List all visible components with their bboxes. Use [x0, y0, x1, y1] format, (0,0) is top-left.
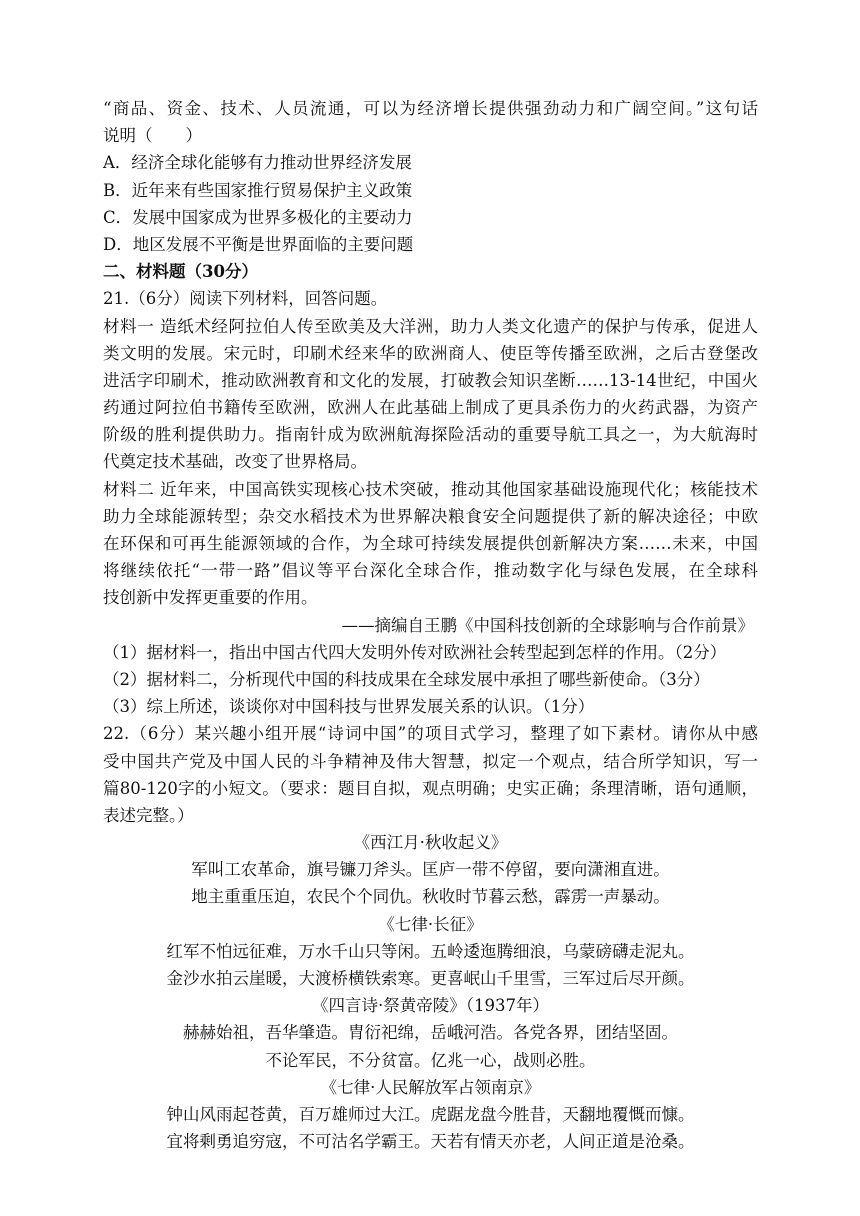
material-one-line: 类文明的发展。宋元时，印刷术经来华的欧洲商人、使臣等传播至欧洲，之后古登堡改: [103, 343, 758, 363]
question-22-intro-line: 篇80-120字的小短文。（要求：题目自拟，观点明确；史实正确；条理清晰，语句通顺，: [103, 778, 758, 798]
question-stem-line: 说明（ ）: [103, 126, 202, 146]
poem-title: 《七律·人民解放军占领南京》: [320, 1077, 541, 1097]
question-21-header: 21.（6分）阅读下列材料，回答问题。: [103, 289, 388, 309]
poem-xijiangyue: [103, 829, 758, 911]
answer-options: [103, 149, 758, 258]
poem-line: 地主重重压迫，农民个个同仇。秋收时节暮云愁，霹雳一声暴动。: [191, 887, 670, 907]
material-two-line: 技创新中发挥更重要的作用。: [103, 588, 318, 608]
material-two-line: 在环保和可再生能源领域的合作，为全球可持续发展提供创新解决方案……未来，中国: [103, 534, 758, 553]
material-two-line: 将继续依托“一带一路”倡议等平台深化全球合作，推动数字化与绿色发展，在全球科: [103, 561, 758, 581]
poem-title: 《四言诗·祭黄帝陵》（1937年）: [312, 996, 549, 1016]
poem-changzheng: [103, 911, 758, 993]
poem-line: 军叫工农革命，旗号镰刀斧头。匡庐一带不停留，要向潇湘直进。: [191, 860, 670, 880]
option-d: D．地区发展不平衡是世界面临的主要问题: [103, 234, 414, 254]
poem-huangdiling: [103, 992, 758, 1074]
question-22-intro-line: 22.（6分）某兴趣小组开展“诗词中国”的项目式学习，整理了如下素材。请你从中感: [103, 724, 758, 744]
material-one-line: 代奠定技术基础，改变了世界格局。: [103, 452, 367, 472]
material-source: ——摘编自王鹏《中国科技创新的全球影响与合作前景》: [341, 615, 754, 635]
material-one-line: 阶级的胜利提供助力。指南针成为欧洲航海探险活动的重要导航工具之一，为大航海时: [103, 425, 758, 445]
question-21: [103, 285, 758, 720]
option-b: B．近年来有些国家推行贸易保护主义政策: [103, 180, 413, 200]
subquestion-1: （1）据材料一，指出中国古代四大发明外传对欧洲社会转型起到怎样的作用。（2分）: [103, 642, 727, 662]
poem-nanjing: [103, 1074, 758, 1156]
poem-line: 红军不怕远征难，万水千山只等闲。五岭逶迤腾细浪，乌蒙磅礴走泥丸。: [166, 941, 695, 961]
poem-line: 金沙水拍云崖暖，大渡桥横铁索寒。更喜岷山千里雪，三军过后尽开颜。: [166, 969, 695, 988]
question-stem-line: “商品、资金、技术、人员流通，可以为经济增长提供强劲动力和广阔空间。”这句话: [103, 99, 758, 118]
poem-line: 钟山风雨起苍黄，百万雄师过大江。虎踞龙盘今胜昔，天翻地覆慨而慷。: [166, 1104, 695, 1124]
poem-title: 《西江月·秋收起义》: [353, 833, 508, 853]
material-two-line: 助力全球能源转型；杂交水稻技术为世界解决粮食安全问题提供了新的解决途径；中欧: [103, 506, 758, 526]
poem-line: 宜将剩勇追穷寇，不可沽名学霸王。天若有情天亦老，人间正道是沧桑。: [166, 1132, 695, 1152]
subquestion-2: （2）据材料二，分析现代中国的科技成果在全球发展中承担了哪些新使命。（3分）: [103, 669, 710, 689]
material-two-line: 材料二 近年来，中国高铁实现核心技术突破，推动其他国家基础设施现代化；核能技术: [103, 479, 758, 499]
subquestion-3: （3）综上所述，谈谈你对中国科技与世界发展关系的认识。（1分）: [103, 697, 595, 717]
material-two: [103, 476, 758, 612]
poem-line: 不论军民，不分贫富。亿兆一心，战则必胜。: [265, 1050, 596, 1070]
material-one: [103, 313, 758, 476]
question-stem: [103, 95, 758, 149]
poem-line: 赫赫始祖，吾华肇造。胄衍祀绵，岳峨河浩。各党各界，团结坚固。: [183, 1023, 678, 1043]
question-22-intro-line: 受中国共产党及中国人民的斗争精神及伟大智慧，拟定一个观点，结合所学知识，写一: [103, 751, 758, 771]
question-22-intro-line: 表述完整。）: [103, 805, 194, 825]
material-one-line: 药通过阿拉伯书籍传至欧洲，欧洲人在此基础上制成了更具杀伤力的火药武器，为资产: [103, 398, 758, 418]
material-one-line: 进活字印刷术，推动欧洲教育和文化的发展，打破教会知识垄断……13-14世纪，中国火: [103, 370, 758, 390]
option-c: C．发展中国家成为世界多极化的主要动力: [103, 207, 413, 227]
option-a: A．经济全球化能够有力推动世界经济发展: [103, 153, 412, 173]
material-one-line: 材料一 造纸术经阿拉伯人传至欧美及大洋洲，助力人类文化遗产的保护与传承，促进人: [103, 316, 758, 336]
question-22: [103, 720, 758, 1155]
section-title: 二、材料题（30分）: [103, 262, 258, 282]
exam-page: [103, 95, 758, 1155]
poem-title: 《七律·长征》: [378, 914, 483, 934]
subquestions: [103, 639, 758, 721]
